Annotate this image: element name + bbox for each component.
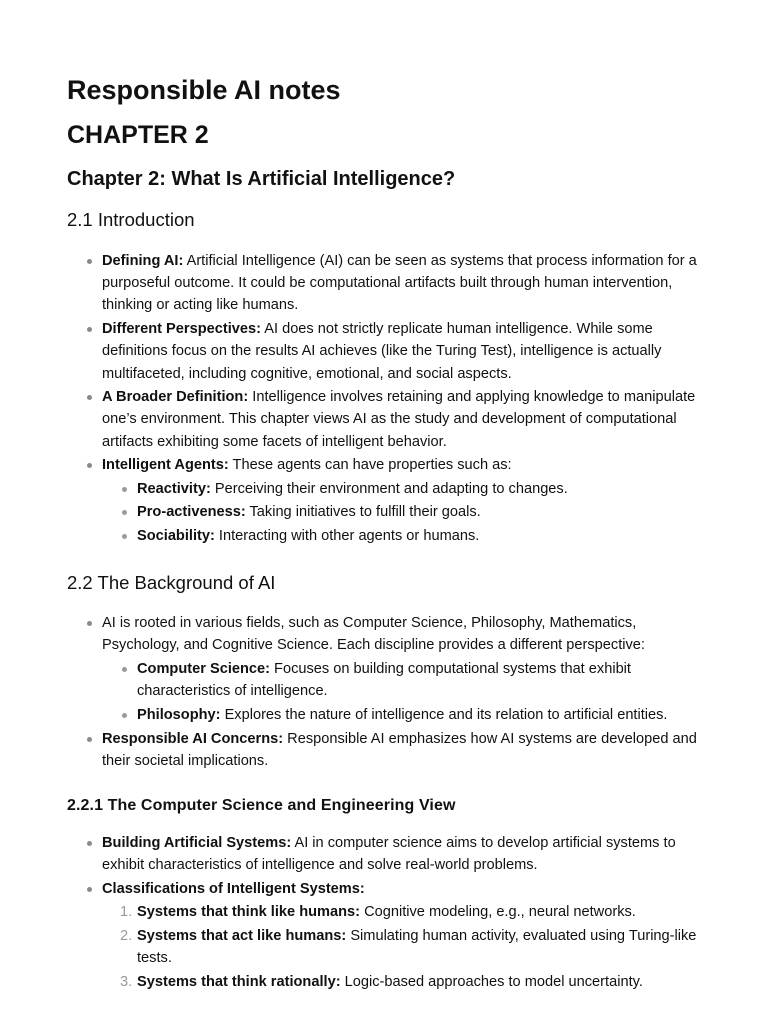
- item-term: A Broader Definition:: [102, 388, 249, 405]
- item-term: Intelligent Agents:: [102, 457, 229, 474]
- item-text: Explores the nature of intelligence and its relation to artificial entities.: [220, 707, 668, 724]
- intro-list: [67, 250, 704, 548]
- agent-properties-list: [102, 478, 704, 548]
- item-text: Artificial Intelligence (AI) can be seen as systems that process information for a purposeful outcome. It could be computational artifacts built through human intervention, thinking or acting like humans.: [102, 252, 697, 314]
- item-text: Perceiving their environment and adapting to changes.: [210, 480, 568, 497]
- item-text: Taking initiatives to fulfill their goals.: [245, 504, 481, 521]
- background-list: [67, 612, 704, 773]
- chapter-title: Chapter 2: What Is Artificial Intelligence?: [67, 168, 456, 191]
- chapter-heading: CHAPTER 2: [67, 121, 209, 150]
- item-text: Focuses on building computational systems that exhibit characteristics of intelligence.: [137, 660, 631, 700]
- list-item: [67, 728, 704, 773]
- item-number: 1.: [120, 903, 133, 920]
- list-item: [102, 501, 704, 523]
- list-item: [67, 454, 704, 548]
- item-text: Simulating human activity, evaluated using Turing-like tests.: [137, 927, 697, 967]
- list-item: [67, 878, 704, 994]
- list-item: [102, 658, 704, 703]
- list-item: [102, 478, 704, 500]
- item-term: Building Artificial Systems:: [102, 834, 292, 851]
- item-text: Logic-based approaches to model uncertainty.: [340, 974, 643, 991]
- list-item: [67, 612, 704, 727]
- item-term: Sociability:: [137, 528, 215, 545]
- item-term: Classifications of Intelligent Systems:: [102, 880, 365, 897]
- numbered-item: [102, 901, 704, 923]
- fields-list: [102, 658, 704, 727]
- item-text: Intelligence involves retaining and applying knowledge to manipulate one’s environment. This chapter views AI as the study and development of computational artifacts exhibiting some facets of intelligent behavior.: [102, 388, 696, 450]
- numbered-item: [102, 971, 704, 993]
- list-item: [67, 318, 704, 385]
- item-term: Pro-activeness:: [137, 504, 246, 521]
- item-term: Computer Science:: [137, 660, 270, 677]
- list-item: [102, 704, 704, 726]
- item-term: Reactivity:: [137, 480, 211, 497]
- cs-view-list: [67, 832, 704, 994]
- item-text: These agents can have properties such as:: [228, 457, 512, 474]
- item-term: Different Perspectives:: [102, 320, 261, 337]
- numbered-item: [102, 925, 704, 970]
- item-term: Systems that think like humans:: [137, 903, 361, 920]
- item-term: Defining AI:: [102, 252, 184, 269]
- item-number: 3.: [120, 974, 133, 991]
- item-term: Systems that think rationally:: [137, 974, 341, 991]
- item-term: Systems that act like humans:: [137, 927, 347, 944]
- list-item: [102, 525, 704, 547]
- item-term: Philosophy:: [137, 707, 221, 724]
- classifications-list: [102, 901, 704, 994]
- document-title: Responsible AI notes: [67, 75, 341, 105]
- item-text: Responsible AI emphasizes how AI systems are developed and their societal implications.: [102, 730, 697, 770]
- section-heading-2-2-1: 2.2.1 The Computer Science and Engineering View: [67, 796, 456, 814]
- item-number: 2.: [120, 927, 133, 944]
- list-item: [67, 832, 704, 877]
- item-text: Cognitive modeling, e.g., neural networks.: [360, 903, 636, 920]
- list-item: [67, 250, 704, 317]
- section-heading-2-2: 2.2 The Background of AI: [67, 571, 276, 593]
- item-text: AI is rooted in various fields, such as Computer Science, Philosophy, Mathematics, Psychology, and Cognitive Science. Each discipline provides a different perspective:: [102, 614, 645, 654]
- item-text: AI in computer science aims to develop artificial systems to exhibit characteristics of intelligence and solve real-world problems.: [102, 834, 676, 874]
- item-text: Interacting with other agents or humans.: [214, 528, 480, 545]
- section-heading-2-1: 2.1 Introduction: [67, 209, 195, 231]
- list-item: [67, 386, 704, 453]
- item-term: Responsible AI Concerns:: [102, 730, 284, 747]
- item-text: AI does not strictly replicate human intelligence. While some definitions focus on the results AI achieves (like the Turing Test), intelligence is actually multifaceted, including cognitive, emotional, and social aspects.: [102, 320, 662, 382]
